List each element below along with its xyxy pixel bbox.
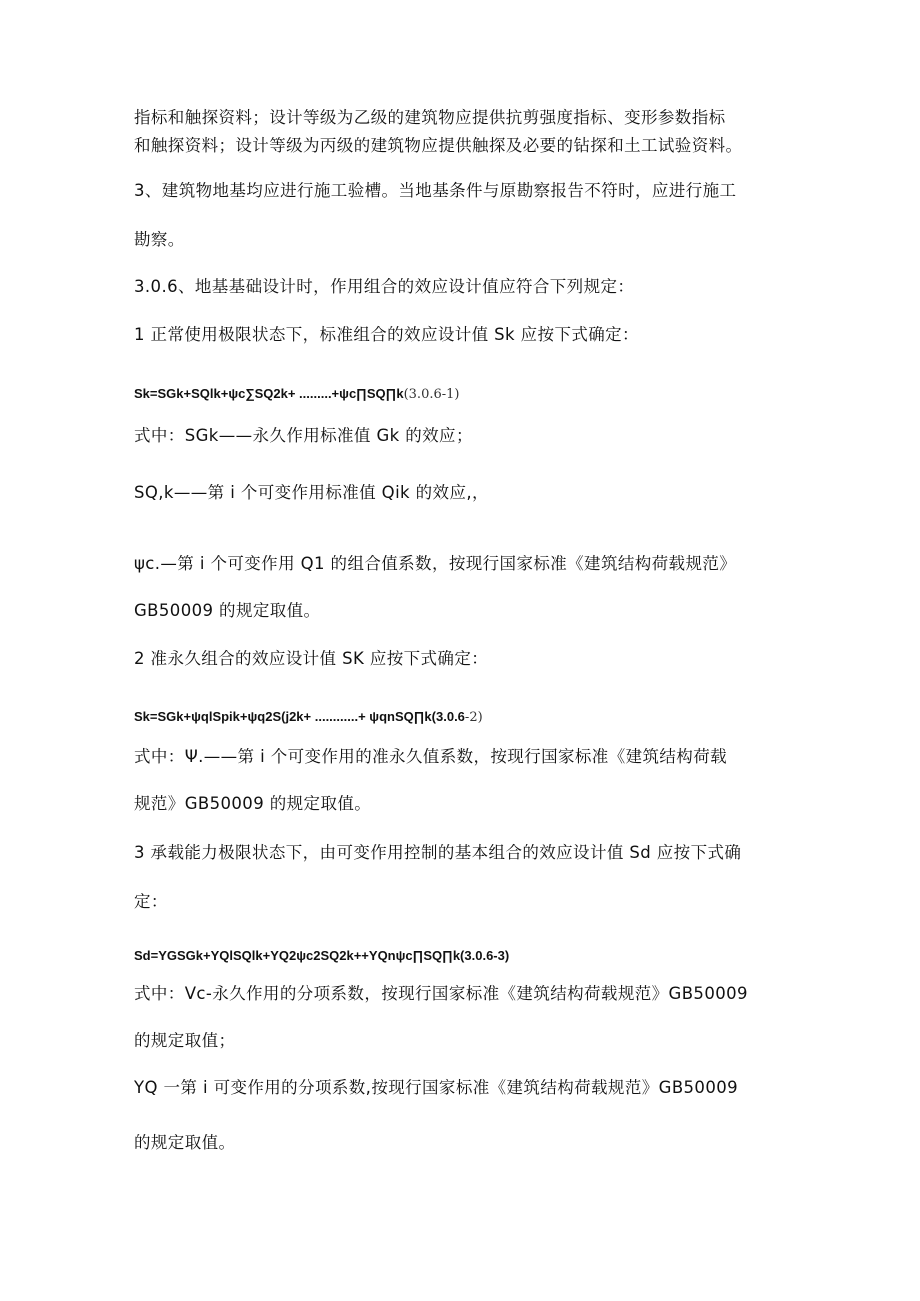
formula-body: Sd=YGSGk+YQlSQlk+YQ2ψc2SQ2k++YQnψc∏SQ∏k(3.0.6-3): [134, 948, 510, 963]
paragraph-line: 勘察。: [134, 230, 185, 249]
paragraph-line: 式中：Ψ.——第 i 个可变作用的准永久值系数，按现行国家标准《建筑结构荷载: [134, 747, 728, 766]
formula-3-0-6-2: [134, 706, 483, 729]
paragraph-line: 式中：Vc-永久作用的分项系数，按现行国家标准《建筑结构荷载规范》GB50009: [134, 984, 748, 1003]
paragraph-line: 3 承载能力极限状态下，由可变作用控制的基本组合的效应设计值 Sd 应按下式确: [134, 843, 742, 862]
paragraph-line: SQ,k——第 i 个可变作用标准值 Qik 的效应,，: [134, 483, 489, 502]
formula-body: Sk=SGk+ψqlSpik+ψq2S(j2k+ ............+ ψqnSQ∏k(3.0.6: [134, 709, 465, 724]
paragraph-line: 3、建筑物地基均应进行施工验槽。当地基条件与原勘察报告不符时，应进行施工: [134, 181, 737, 200]
paragraph-line: 2 准永久组合的效应设计值 SK 应按下式确定：: [134, 649, 489, 668]
paragraph-line: GB50009 的规定取值。: [134, 601, 321, 620]
paragraph-line: 1 正常使用极限状态下，标准组合的效应设计值 Sk 应按下式确定：: [134, 325, 639, 344]
paragraph-line: ψc.—第 i 个可变作用 Q1 的组合值系数，按现行国家标准《建筑结构荷载规范》: [134, 554, 737, 573]
paragraph-line: YQ 一第 i 可变作用的分项系数,按现行国家标准《建筑结构荷载规范》GB50009: [134, 1078, 739, 1097]
formula-ref: (3.0.6-1): [403, 387, 460, 402]
paragraph-line: 规范》GB50009 的规定取值。: [134, 794, 372, 813]
paragraph-line: 式中：SGk——永久作用标准值 Gk 的效应；: [134, 426, 473, 445]
paragraph-line: 指标和触探资料；设计等级为乙级的建筑物应提供抗剪强度指标、变形参数指标: [134, 108, 726, 127]
paragraph-line: 定：: [134, 892, 168, 911]
formula-ref: -2): [464, 710, 483, 725]
formula-3-0-6-3: [134, 945, 509, 967]
section-heading: 3.0.6、地基基础设计时，作用组合的效应设计值应符合下列规定：: [134, 277, 635, 296]
paragraph-line: 的规定取值。: [134, 1133, 236, 1152]
paragraph-line: 和触探资料；设计等级为丙级的建筑物应提供触探及必要的钻探和土工试验资料。: [134, 136, 743, 155]
formula-body: Sk=SGk+SQlk+ψc∑SQ2k+ .........+ψc∏SQ∏k: [134, 386, 404, 401]
paragraph-line: 的规定取值；: [134, 1031, 236, 1050]
formula-3-0-6-1: [134, 383, 459, 406]
